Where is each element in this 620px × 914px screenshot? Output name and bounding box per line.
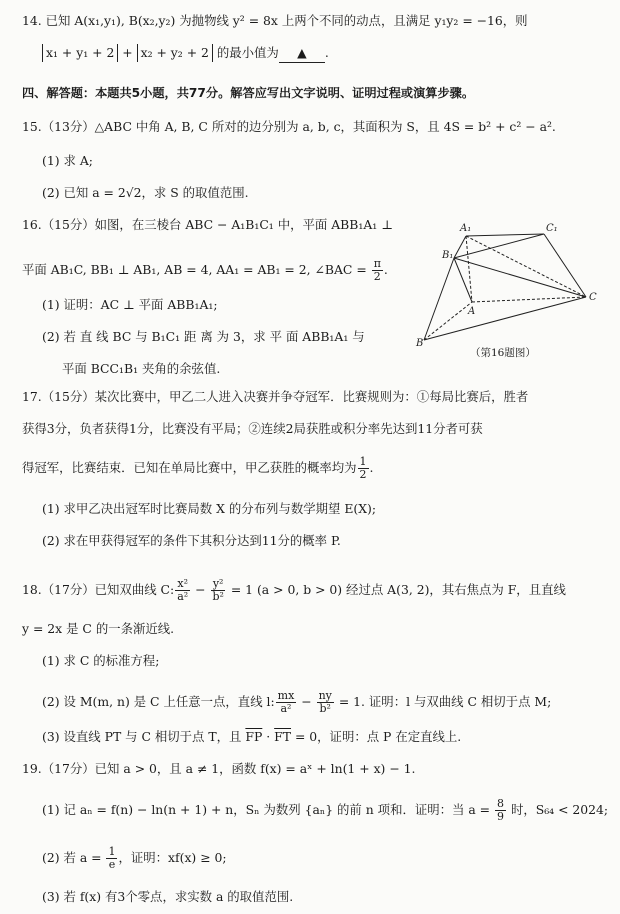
q19-part1-end: 时，S₆₄ < 2024; — [507, 802, 609, 817]
q14-line2 — [42, 44, 329, 63]
edge-b1-a — [454, 258, 472, 302]
q16-stem-line2-end: . — [383, 262, 388, 277]
q18-part2-end: = 1. 证明：l 与双曲线 C 相切于点 M; — [334, 694, 552, 709]
label-a: A — [468, 306, 476, 317]
q18-part2 — [42, 690, 551, 715]
q18-stem-line1 — [22, 578, 566, 603]
q18-vector-fp: $\overline{FP}$ — [245, 729, 263, 744]
q17-part2: (2) 求在甲获得冠军的条件下其积分达到11分的概率 P. — [42, 533, 341, 548]
q19-p2-den: e — [108, 858, 116, 871]
q19-part1-text: (1) 记 aₙ = f(n) − ln(n + 1) + n，Sₙ 为数列 {aₙ} 的前 n 项和．证明：当 a = — [42, 802, 494, 817]
q18-frac-x — [175, 578, 190, 603]
q18-p2-f2-num: ny — [318, 689, 332, 702]
q19-part1 — [42, 798, 608, 823]
q14-end: . — [324, 45, 329, 60]
q14-plus: + — [118, 45, 137, 60]
label-a1: A₁ — [460, 223, 472, 234]
q17-part1: (1) 求甲乙决出冠军时比赛局数 X 的分布列与数学期望 E(X); — [42, 501, 377, 516]
section-title: 四、解答题：本题共5小题，共77分。解答应写出文字说明、证明过程或演算步骤。 — [22, 86, 475, 100]
q17-frac-num: 1 — [359, 455, 367, 468]
q18-minus: − — [191, 582, 210, 597]
q18-dot: · — [262, 729, 275, 744]
q16-stem-line2-text: 平面 AB₁C, BB₁ ⊥ AB₁, AB = 4, AA₁ = AB₁ = 2, ∠BAC = — [22, 262, 371, 277]
q18-part3-text: (3) 设直线 PT 与 C 相切于点 T，且 — [42, 729, 246, 744]
q18-part2-frac2 — [317, 690, 334, 715]
q19-stem: 19.（17分）已知 a > 0，且 a ≠ 1，函数 f(x) = aˣ + ln(1 + x) − 1. — [22, 761, 416, 776]
q16-stem-line1: 16.（15分）如图，在三棱台 ABC − A₁B₁C₁ 中，平面 ABB₁A₁ ⊥ — [22, 217, 393, 232]
q16-part2-line1: (2) 若 直 线 BC 与 B₁C₁ 距 离 为 3，求 平 面 ABB₁A₁ 与 — [42, 329, 365, 344]
q18-part1: (1) 求 C 的标准方程; — [42, 653, 160, 668]
q18-frac-y — [210, 578, 225, 603]
q18-stem-line2: y = 2x 是 C 的一条渐近线. — [22, 621, 175, 636]
q14-answer-blank: ▲ — [279, 44, 325, 63]
q18-stem-text-end: = 1 (a > 0, b > 0) 经过点 A(3, 2)，其右焦点为 F，且直线 — [226, 582, 566, 597]
q17-probability-fraction — [358, 456, 369, 481]
q19-part2 — [42, 846, 227, 871]
q16-angle-fraction — [372, 258, 383, 283]
q17-stem-line3-text: 得冠军，比赛结束．已知在单局比赛中，甲乙获胜的概率均为 — [22, 460, 357, 475]
q18-stem-text: 18.（17分）已知双曲线 C: — [22, 582, 175, 597]
q18-frac-x-den: a² — [177, 590, 189, 603]
q18-p2-f2-den: b² — [319, 702, 331, 715]
q18-part2-text: (2) 设 M(m, n) 是 C 上任意一点，直线 l: — [42, 694, 275, 709]
q16-frac-den: 2 — [373, 270, 381, 283]
q18-frac-x-num: x² — [177, 577, 188, 590]
q19-p1-num: 8 — [497, 797, 504, 810]
q17-stem-line1: 17.（15分）某次比赛中，甲乙二人进入决赛并争夺冠军．比赛规则为：①每局比赛后，胜者 — [22, 389, 529, 404]
q15-part1: (1) 求 A; — [42, 153, 93, 168]
q17-stem-line2: 获得3分，负者获得1分，比赛没有平局；②连续2局获胜或积分率先达到11分者可获 — [22, 421, 483, 436]
q18-p2-f1-num: mx — [277, 689, 295, 702]
q15-part2: (2) 已知 a = 2√2，求 S 的取值范围. — [42, 185, 249, 200]
q17-stem-line3 — [22, 456, 374, 481]
edge-b1-b — [424, 258, 454, 340]
q14-abs2: x₂ + y₂ + 2 — [137, 44, 213, 62]
q17-frac-den: 2 — [359, 468, 367, 481]
q19-part2-text: (2) 若 a = — [42, 850, 106, 865]
q19-p2-num: 1 — [108, 845, 116, 858]
edge-a1-b1 — [454, 236, 466, 258]
q14-tail: 的最小值为 — [212, 45, 279, 60]
edge-a1-c1 — [466, 234, 544, 236]
q14-line1: 14. 已知 A(x₁,y₁), B(x₂,y₂) 为抛物线 y² = 8x 上两个不同的动点，且满足 y₁y₂ = −16，则 — [22, 13, 528, 28]
q18-frac-y-num: y² — [212, 577, 224, 590]
edge-b-c — [424, 297, 586, 340]
q18-part2-frac1 — [276, 690, 297, 715]
q18-vector-ft: $\overline{FT}$ — [274, 729, 292, 744]
q18-p2-f1-den: a² — [280, 702, 292, 715]
q19-part1-frac — [495, 798, 506, 823]
q18-part3 — [42, 728, 461, 746]
q14-abs1: x₁ + y₁ + 2 — [42, 44, 118, 62]
q16-part1: (1) 证明：AC ⊥ 平面 ABB₁A₁; — [42, 297, 218, 312]
q19-p1-den: 9 — [497, 810, 504, 823]
q16-part2-line2: 平面 BCC₁B₁ 夹角的余弦值. — [62, 361, 221, 376]
q19-part3: (3) 若 f(x) 有3个零点，求实数 a 的取值范围. — [42, 889, 294, 904]
edge-c1-b1 — [454, 234, 544, 258]
q15-stem: 15.（13分）△ABC 中角 A, B, C 所对的边分别为 a, b, c，其面积为 S，且 4S = b² + c² − a². — [22, 119, 556, 134]
q16-stem-line2 — [22, 258, 388, 283]
q18-frac-y-den: b² — [212, 590, 224, 603]
q19-part2-frac — [106, 846, 117, 871]
edge-a1-a — [466, 236, 472, 302]
q19-part2-end: ，证明：xf(x) ≥ 0; — [118, 850, 227, 865]
label-b: B — [416, 338, 424, 349]
edge-c1-c — [544, 234, 586, 297]
figure-caption: （第16题图） — [470, 347, 536, 359]
label-c1: C₁ — [546, 223, 558, 234]
q17-stem-line3-end: . — [369, 460, 374, 475]
label-c: C — [589, 292, 597, 303]
q16-frac-num: π — [373, 257, 381, 270]
label-b1: B₁ — [442, 250, 454, 261]
q18-part2-minus: − — [297, 694, 316, 709]
q18-part3-end: = 0，证明：点 P 在定直线上. — [291, 729, 462, 744]
